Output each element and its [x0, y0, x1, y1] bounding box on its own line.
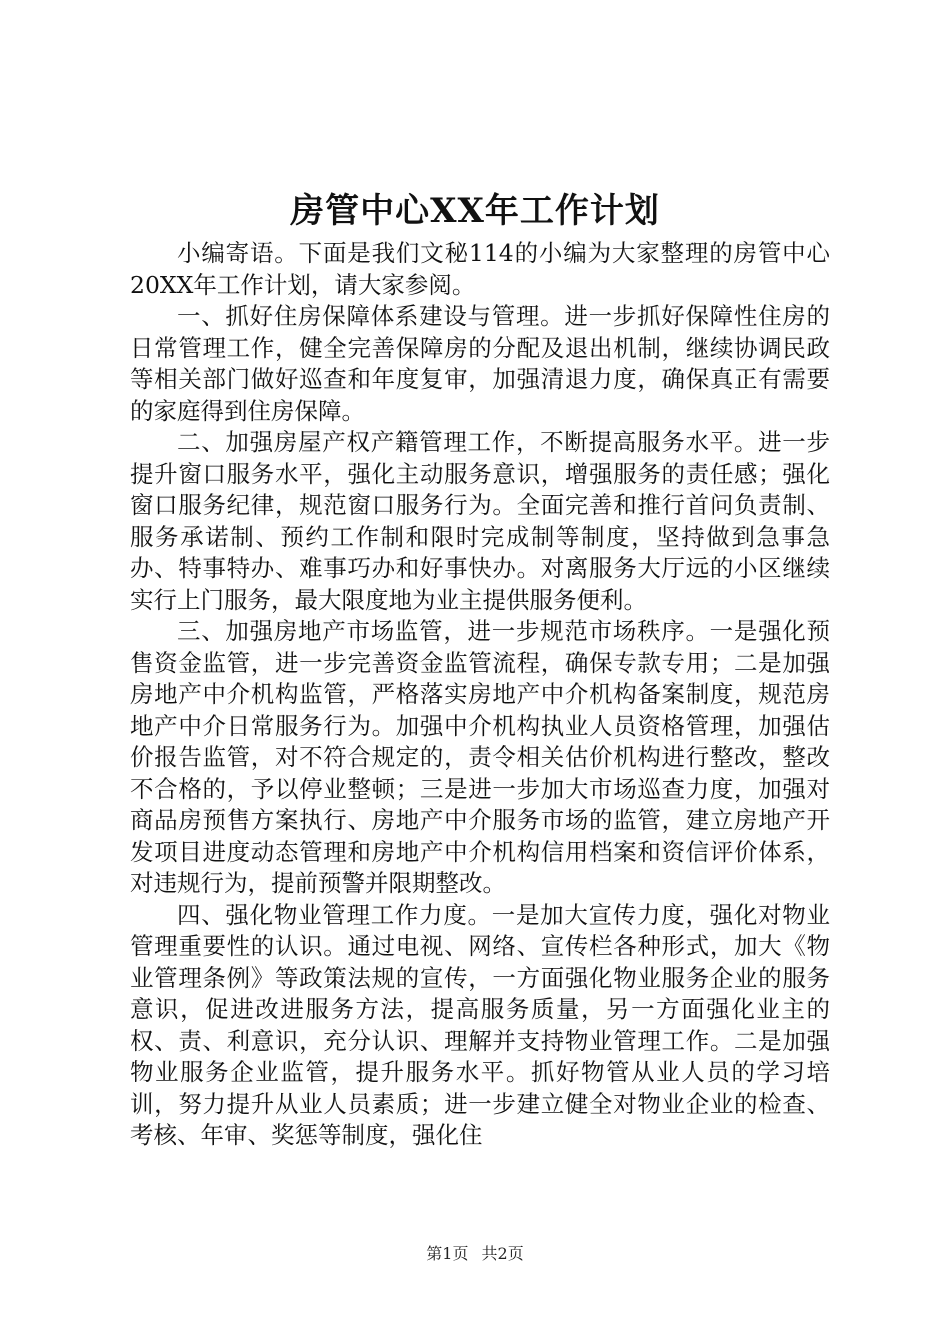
page-number-total: 共2页: [481, 1244, 524, 1263]
page-number-current: 第1页: [426, 1244, 469, 1263]
paragraph-section-2: 二、加强房屋产权产籍管理工作，不断提高服务水平。进一步提升窗口服务水平，强化主动服务意识，增强服务的责任感；强化窗口服务纪律，规范窗口服务行为。全面完善和推行首问负责制、服务承诺制、预约工作制和限时完成制等制度，坚持做到急事急办、特事特办、难事巧办和好事快办。对离服务大厅远的小区继续实行上门服务，最大限度地为业主提供服务便利。: [130, 428, 830, 614]
document-body: [130, 238, 830, 1152]
paragraph-intro: 小编寄语。下面是我们文秘114的小编为大家整理的房管中心20XX年工作计划，请大家参阅。: [130, 239, 830, 299]
paragraph-section-4: 四、强化物业管理工作力度。一是加大宣传力度，强化对物业管理重要性的认识。通过电视、网络、宣传栏各种形式，加大《物业管理条例》等政策法规的宣传，一方面强化物业服务企业的服务意识，促进改进服务方法，提高服务质量，另一方面强化业主的权、责、利意识，充分认识、理解并支持物业管理工作。二是加强物业服务企业监管，提升服务水平。抓好物管从业人员的学习培训，努力提升从业人员素质；进一步建立健全对物业企业的检查、考核、年审、奖惩等制度，强化住: [130, 900, 830, 1149]
page-footer: [0, 1243, 950, 1265]
document-title: 房管中心XX年工作计划: [290, 191, 660, 231]
paragraph-section-1: 一、抓好住房保障体系建设与管理。进一步抓好保障性住房的日常管理工作，健全完善保障房的分配及退出机制，继续协调民政等相关部门做好巡查和年度复审，加强清退力度，确保真正有需要的家庭得到住房保障。: [130, 302, 830, 425]
paragraph-section-3: 三、加强房地产市场监管，进一步规范市场秩序。一是强化预售资金监管，进一步完善资金监管流程，确保专款专用；二是加强房地产中介机构监管，严格落实房地产中介机构备案制度，规范房地产中介日常服务行为。加强中介机构执业人员资格管理，加强估价报告监管，对不符合规定的，责令相关估价机构进行整改，整改不合格的，予以停业整顿；三是进一步加大市场巡查力度，加强对商品房预售方案执行、房地产中介服务市场的监管，建立房地产开发项目进度动态管理和房地产中介机构信用档案和资信评价体系，对违规行为，提前预警并限期整改。: [130, 617, 830, 897]
